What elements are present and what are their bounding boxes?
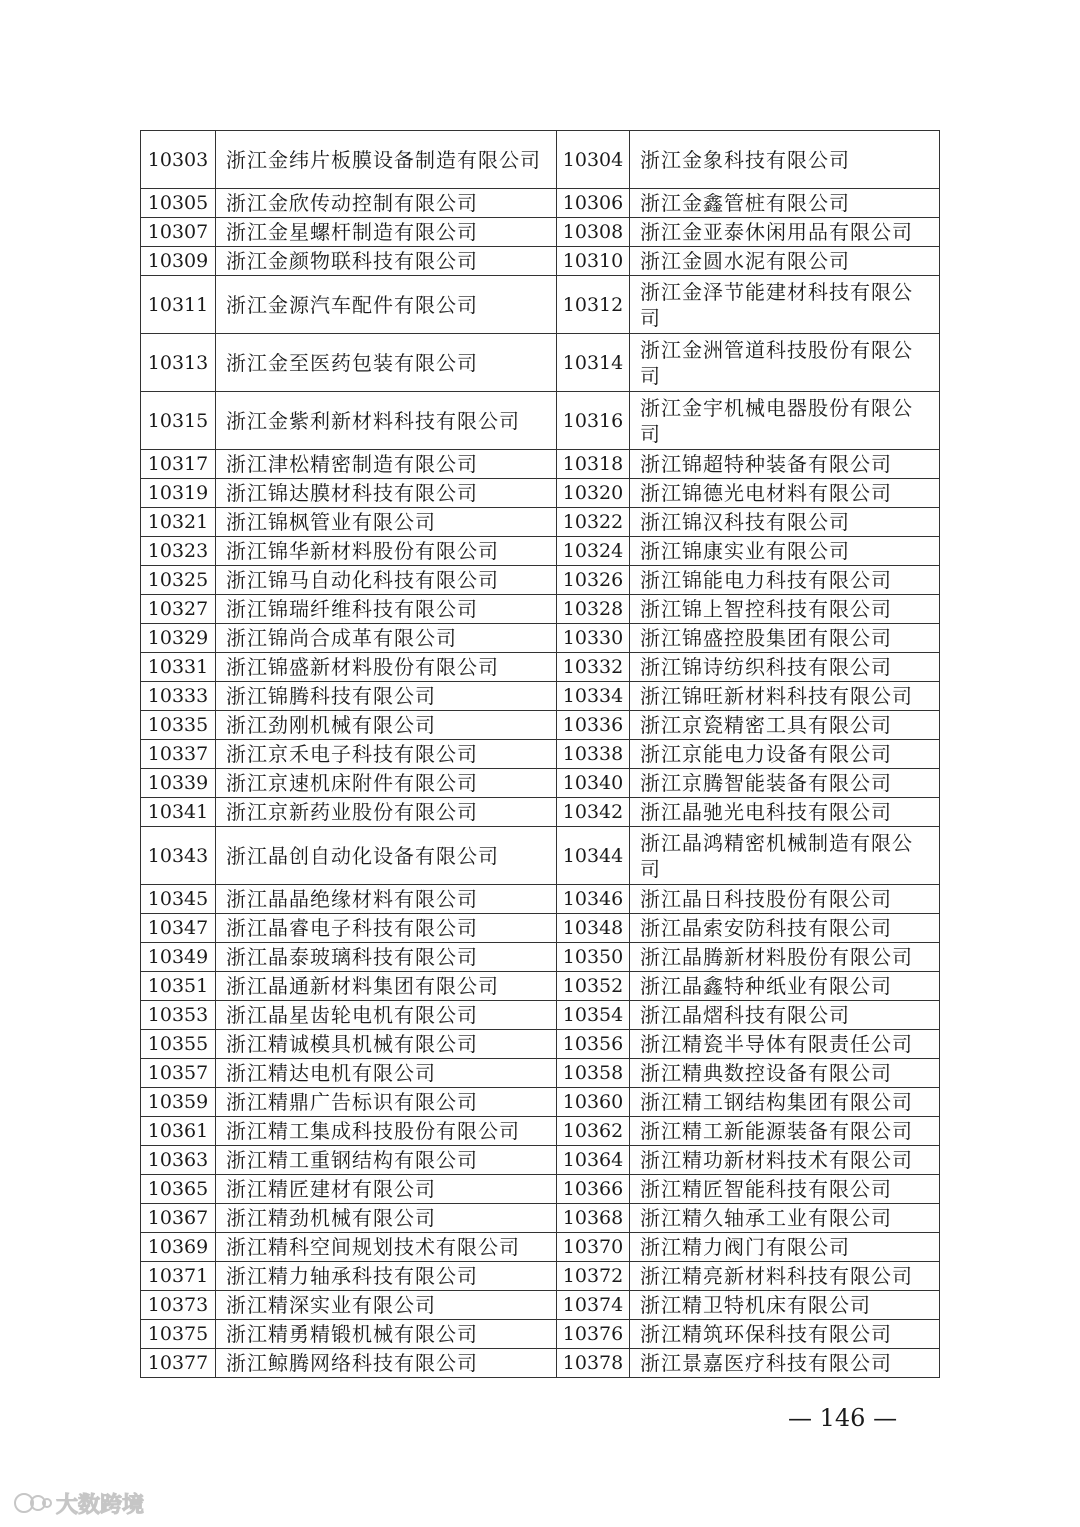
company-number: 10318: [557, 450, 630, 479]
company-number: 10347: [141, 914, 216, 943]
company-name: 浙江金星螺杆制造有限公司: [216, 218, 557, 247]
company-number: 10322: [557, 508, 630, 537]
table-row: [141, 682, 940, 711]
company-name: 浙江精力阀门有限公司: [630, 1233, 940, 1262]
company-number: 10341: [141, 798, 216, 827]
company-name: 浙江金圆水泥有限公司: [630, 247, 940, 276]
company-number: 10343: [141, 827, 216, 885]
company-name: 浙江晶驰光电科技有限公司: [630, 798, 940, 827]
company-number: 10328: [557, 595, 630, 624]
table-row: [141, 1175, 940, 1204]
company-number: 10355: [141, 1030, 216, 1059]
company-number: 10314: [557, 334, 630, 392]
company-name: 浙江精筑环保科技有限公司: [630, 1320, 940, 1349]
company-name: 浙江锦枫管业有限公司: [216, 508, 557, 537]
company-name: 浙江精匠建材有限公司: [216, 1175, 557, 1204]
company-number: 10320: [557, 479, 630, 508]
table-row: [141, 624, 940, 653]
company-number: 10310: [557, 247, 630, 276]
company-number: 10327: [141, 595, 216, 624]
company-number: 10307: [141, 218, 216, 247]
table-row: [141, 1233, 940, 1262]
company-name: 浙江锦能电力科技有限公司: [630, 566, 940, 595]
company-number: 10374: [557, 1291, 630, 1320]
table-row: [141, 972, 940, 1001]
company-number: 10369: [141, 1233, 216, 1262]
company-number: 10364: [557, 1146, 630, 1175]
company-number: 10363: [141, 1146, 216, 1175]
company-number: 10356: [557, 1030, 630, 1059]
company-name: 浙江京腾智能装备有限公司: [630, 769, 940, 798]
company-name: 浙江锦腾科技有限公司: [216, 682, 557, 711]
table-row: [141, 1001, 940, 1030]
company-list-body: [141, 131, 940, 1378]
company-name: 浙江锦汉科技有限公司: [630, 508, 940, 537]
company-name: 浙江锦上智控科技有限公司: [630, 595, 940, 624]
company-number: 10339: [141, 769, 216, 798]
company-number: 10378: [557, 1349, 630, 1378]
table-row: [141, 1088, 940, 1117]
company-name: 浙江晶星齿轮电机有限公司: [216, 1001, 557, 1030]
company-name: 浙江金紫利新材料科技有限公司: [216, 392, 557, 450]
company-number: 10359: [141, 1088, 216, 1117]
company-name: 浙江晶通新材料集团有限公司: [216, 972, 557, 1001]
company-number: 10358: [557, 1059, 630, 1088]
company-number: 10372: [557, 1262, 630, 1291]
table-row: [141, 392, 940, 450]
company-name: 浙江金源汽车配件有限公司: [216, 276, 557, 334]
company-number: 10349: [141, 943, 216, 972]
company-name: 浙江锦尚合成革有限公司: [216, 624, 557, 653]
company-name: 浙江精功新材料技术有限公司: [630, 1146, 940, 1175]
company-number: 10361: [141, 1117, 216, 1146]
company-name: 浙江晶睿电子科技有限公司: [216, 914, 557, 943]
company-name: 浙江精深实业有限公司: [216, 1291, 557, 1320]
table-row: [141, 769, 940, 798]
company-name: 浙江晶熠科技有限公司: [630, 1001, 940, 1030]
table-row: [141, 1262, 940, 1291]
table-row: [141, 740, 940, 769]
company-number: 10353: [141, 1001, 216, 1030]
company-number: 10315: [141, 392, 216, 450]
company-name: 浙江京能电力设备有限公司: [630, 740, 940, 769]
company-number: 10366: [557, 1175, 630, 1204]
company-name: 浙江精鼎广告标识有限公司: [216, 1088, 557, 1117]
company-number: 10306: [557, 189, 630, 218]
company-name: 浙江精工重钢结构有限公司: [216, 1146, 557, 1175]
company-name: 浙江晶泰玻璃科技有限公司: [216, 943, 557, 972]
table-row: [141, 595, 940, 624]
company-name: 浙江晶腾新材料股份有限公司: [630, 943, 940, 972]
company-number: 10337: [141, 740, 216, 769]
company-number: 10335: [141, 711, 216, 740]
table-row: [141, 566, 940, 595]
table-row: [141, 247, 940, 276]
company-number: 10309: [141, 247, 216, 276]
company-number: 10342: [557, 798, 630, 827]
company-name: 浙江精瓷半导体有限责任公司: [630, 1030, 940, 1059]
table-row: [141, 1349, 940, 1378]
table-row: [141, 1059, 940, 1088]
company-name: 浙江金鑫管桩有限公司: [630, 189, 940, 218]
company-name: 浙江精工钢结构集团有限公司: [630, 1088, 940, 1117]
company-number: 10368: [557, 1204, 630, 1233]
company-number: 10354: [557, 1001, 630, 1030]
company-name: 浙江精诚模具机械有限公司: [216, 1030, 557, 1059]
table-row: [141, 827, 940, 885]
company-name: 浙江津松精密制造有限公司: [216, 450, 557, 479]
company-number: 10304: [557, 131, 630, 189]
company-name: 浙江精达电机有限公司: [216, 1059, 557, 1088]
company-list-table: [140, 130, 940, 1378]
company-number: 10338: [557, 740, 630, 769]
company-number: 10367: [141, 1204, 216, 1233]
company-name: 浙江京新药业股份有限公司: [216, 798, 557, 827]
company-number: 10371: [141, 1262, 216, 1291]
company-number: 10325: [141, 566, 216, 595]
watermark: [12, 1488, 172, 1518]
table-row: [141, 1117, 940, 1146]
company-name: 浙江金欣传动控制有限公司: [216, 189, 557, 218]
table-row: [141, 1146, 940, 1175]
company-number: 10362: [557, 1117, 630, 1146]
company-name: 浙江金颜物联科技有限公司: [216, 247, 557, 276]
company-name: 浙江京禾电子科技有限公司: [216, 740, 557, 769]
company-name: 浙江景嘉医疗科技有限公司: [630, 1349, 940, 1378]
company-name: 浙江锦盛控股集团有限公司: [630, 624, 940, 653]
company-number: 10308: [557, 218, 630, 247]
company-name: 浙江金宇机械电器股份有限公司: [630, 392, 940, 450]
table-row: [141, 189, 940, 218]
table-row: [141, 1204, 940, 1233]
company-number: 10350: [557, 943, 630, 972]
company-name: 浙江鲸腾网络科技有限公司: [216, 1349, 557, 1378]
company-name: 浙江精匠智能科技有限公司: [630, 1175, 940, 1204]
company-name: 浙江精劲机械有限公司: [216, 1204, 557, 1233]
company-name: 浙江精亮新材料科技有限公司: [630, 1262, 940, 1291]
table-row: [141, 943, 940, 972]
company-name: 浙江锦诗纺织科技有限公司: [630, 653, 940, 682]
company-number: 10373: [141, 1291, 216, 1320]
company-name: 浙江晶鸿精密机械制造有限公司: [630, 827, 940, 885]
table-row: [141, 334, 940, 392]
table-row: [141, 798, 940, 827]
company-number: 10357: [141, 1059, 216, 1088]
company-number: 10331: [141, 653, 216, 682]
company-number: 10334: [557, 682, 630, 711]
watermark-text: 大数跨境: [56, 1492, 145, 1518]
company-number: 10340: [557, 769, 630, 798]
company-number: 10303: [141, 131, 216, 189]
company-name: 浙江晶创自动化设备有限公司: [216, 827, 557, 885]
table-row: [141, 711, 940, 740]
company-name: 浙江京速机床附件有限公司: [216, 769, 557, 798]
company-number: 10324: [557, 537, 630, 566]
company-number: 10370: [557, 1233, 630, 1262]
table-row: [141, 218, 940, 247]
company-name: 浙江精科空间规划技术有限公司: [216, 1233, 557, 1262]
company-name: 浙江锦旺新材料科技有限公司: [630, 682, 940, 711]
company-number: 10326: [557, 566, 630, 595]
company-number: 10329: [141, 624, 216, 653]
company-name: 浙江精勇精锻机械有限公司: [216, 1320, 557, 1349]
company-name: 浙江晶鑫特种纸业有限公司: [630, 972, 940, 1001]
company-name: 浙江锦马自动化科技有限公司: [216, 566, 557, 595]
company-number: 10330: [557, 624, 630, 653]
company-number: 10312: [557, 276, 630, 334]
company-number: 10305: [141, 189, 216, 218]
watermark-logo-icon: [12, 1491, 52, 1515]
company-number: 10360: [557, 1088, 630, 1117]
company-name: 浙江晶日科技股份有限公司: [630, 885, 940, 914]
table-row: [141, 653, 940, 682]
company-number: 10332: [557, 653, 630, 682]
company-number: 10377: [141, 1349, 216, 1378]
company-name: 浙江精工新能源装备有限公司: [630, 1117, 940, 1146]
company-number: 10321: [141, 508, 216, 537]
company-number: 10345: [141, 885, 216, 914]
company-name: 浙江金象科技有限公司: [630, 131, 940, 189]
company-number: 10317: [141, 450, 216, 479]
company-number: 10319: [141, 479, 216, 508]
company-name: 浙江锦华新材料股份有限公司: [216, 537, 557, 566]
company-name: 浙江劲刚机械有限公司: [216, 711, 557, 740]
company-name: 浙江锦瑞纤维科技有限公司: [216, 595, 557, 624]
table-row: [141, 537, 940, 566]
company-number: 10351: [141, 972, 216, 1001]
table-row: [141, 131, 940, 189]
table-row: [141, 1291, 940, 1320]
table-row: [141, 1030, 940, 1059]
table-row: [141, 479, 940, 508]
company-name: 浙江晶晶绝缘材料有限公司: [216, 885, 557, 914]
company-name: 浙江精典数控设备有限公司: [630, 1059, 940, 1088]
company-number: 10311: [141, 276, 216, 334]
company-name: 浙江锦达膜材科技有限公司: [216, 479, 557, 508]
company-number: 10365: [141, 1175, 216, 1204]
table-row: [141, 276, 940, 334]
table-row: [141, 914, 940, 943]
company-number: 10344: [557, 827, 630, 885]
table-row: [141, 508, 940, 537]
table-row: [141, 1320, 940, 1349]
company-name: 浙江金至医药包装有限公司: [216, 334, 557, 392]
company-number: 10313: [141, 334, 216, 392]
company-name: 浙江锦德光电材料有限公司: [630, 479, 940, 508]
company-name: 浙江锦康实业有限公司: [630, 537, 940, 566]
company-number: 10333: [141, 682, 216, 711]
company-name: 浙江精力轴承科技有限公司: [216, 1262, 557, 1291]
company-name: 浙江精工集成科技股份有限公司: [216, 1117, 557, 1146]
company-number: 10336: [557, 711, 630, 740]
company-number: 10323: [141, 537, 216, 566]
company-number: 10375: [141, 1320, 216, 1349]
company-number: 10316: [557, 392, 630, 450]
table-row: [141, 450, 940, 479]
company-name: 浙江精卫特机床有限公司: [630, 1291, 940, 1320]
company-number: 10346: [557, 885, 630, 914]
company-name: 浙江精久轴承工业有限公司: [630, 1204, 940, 1233]
company-name: 浙江金亚泰休闲用品有限公司: [630, 218, 940, 247]
company-name: 浙江京瓷精密工具有限公司: [630, 711, 940, 740]
page-number: — 146 —: [788, 1404, 898, 1432]
company-name: 浙江金洲管道科技股份有限公司: [630, 334, 940, 392]
table-row: [141, 885, 940, 914]
company-name: 浙江金纬片板膜设备制造有限公司: [216, 131, 557, 189]
company-name: 浙江金泽节能建材科技有限公司: [630, 276, 940, 334]
company-name: 浙江晶索安防科技有限公司: [630, 914, 940, 943]
company-number: 10348: [557, 914, 630, 943]
company-name: 浙江锦超特种装备有限公司: [630, 450, 940, 479]
company-number: 10352: [557, 972, 630, 1001]
company-number: 10376: [557, 1320, 630, 1349]
company-name: 浙江锦盛新材料股份有限公司: [216, 653, 557, 682]
